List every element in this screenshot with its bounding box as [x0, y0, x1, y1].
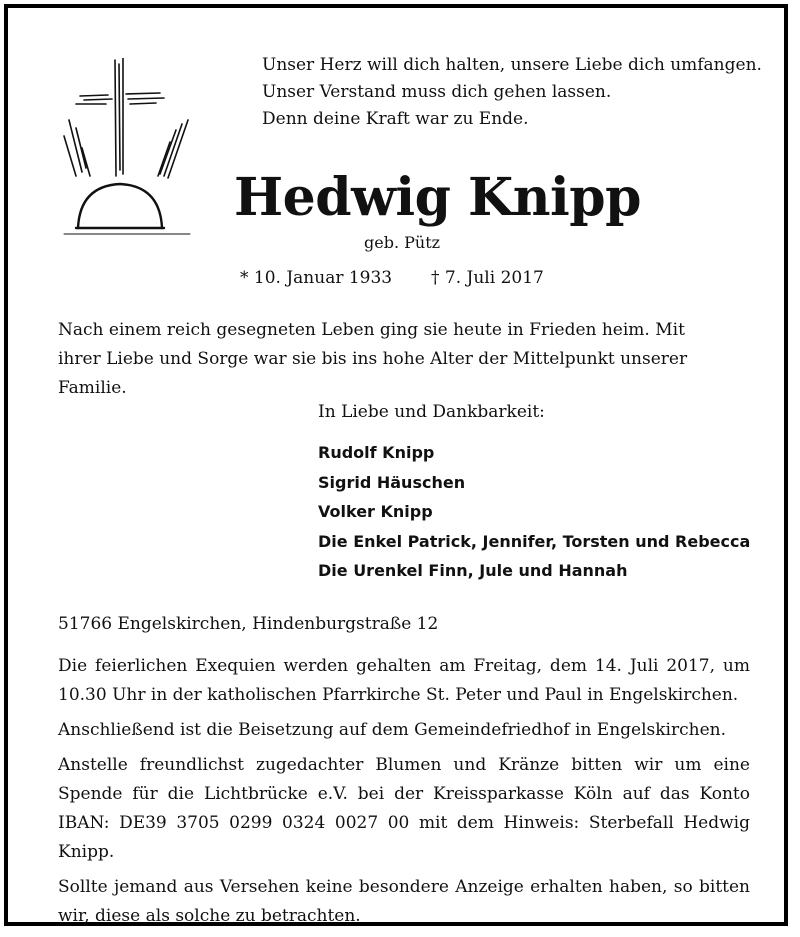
poem-line: Denn deine Kraft war zu Ende.	[262, 109, 529, 129]
birth-date: * 10. Januar 1933	[240, 268, 393, 288]
mourner-name: Die Urenkel Finn, Jule und Hannah	[318, 561, 628, 580]
cross-with-rising-sun-icon	[60, 58, 196, 238]
notice-paragraph: Sollte jemand aus Versehen keine besondere Anzeige erhalten haben, so bitten wir, diese als solche zu betrachten.	[58, 877, 750, 926]
intro-text: Nach einem reich gesegneten Leben ging sie heute in Frieden heim. Mit ihrer Liebe und Sorge war sie bis ins hohe Alter der Mittelpunkt unserer Familie.	[58, 320, 688, 398]
poem-line: Unser Verstand muss dich gehen lassen.	[262, 82, 612, 102]
family-address: 51766 Engelskirchen, Hindenburgstraße 12	[58, 614, 439, 634]
thanks-line: In Liebe und Dankbarkeit:	[318, 402, 545, 422]
mourner-name: Die Enkel Patrick, Jennifer, Torsten und Rebecca	[318, 531, 751, 551]
funeral-service-paragraph: Die feierlichen Exequien werden gehalten am Freitag, dem 14. Juli 2017, um 10.30 Uhr in der katholischen Pfarrkirche St. Peter und Paul in Engelskirchen.	[58, 656, 750, 705]
death-date: † 7. Juli 2017	[431, 268, 544, 288]
obituary-card	[4, 4, 788, 926]
birth-name: geb. Pütz	[364, 233, 441, 252]
donation-paragraph: Anstelle freundlichst zugedachter Blumen und Kränze bitten wir um eine Spende für die Lichtbrücke e.V. bei der Kreissparkasse Köln auf das Konto IBAN: DE39 3705 0299 0324 0027 00 mit dem Hinweis: Sterbefall Hedwig Knipp.	[58, 755, 750, 862]
mourners-list	[318, 438, 750, 586]
mourner-name: Rudolf Knipp	[318, 443, 435, 462]
deceased-name: Hedwig Knipp	[234, 167, 642, 228]
burial-paragraph: Anschließend ist die Beisetzung auf dem Gemeindefriedhof in Engelskirchen.	[58, 720, 727, 740]
poem	[262, 52, 762, 133]
poem-line: Unser Herz will dich halten, unsere Liebe dich umfangen.	[262, 55, 762, 75]
emblem-drawing	[60, 58, 196, 238]
notice-body	[58, 652, 750, 937]
mourner-name: Sigrid Häuschen	[318, 472, 466, 492]
mourner-name: Volker Knipp	[318, 502, 433, 521]
